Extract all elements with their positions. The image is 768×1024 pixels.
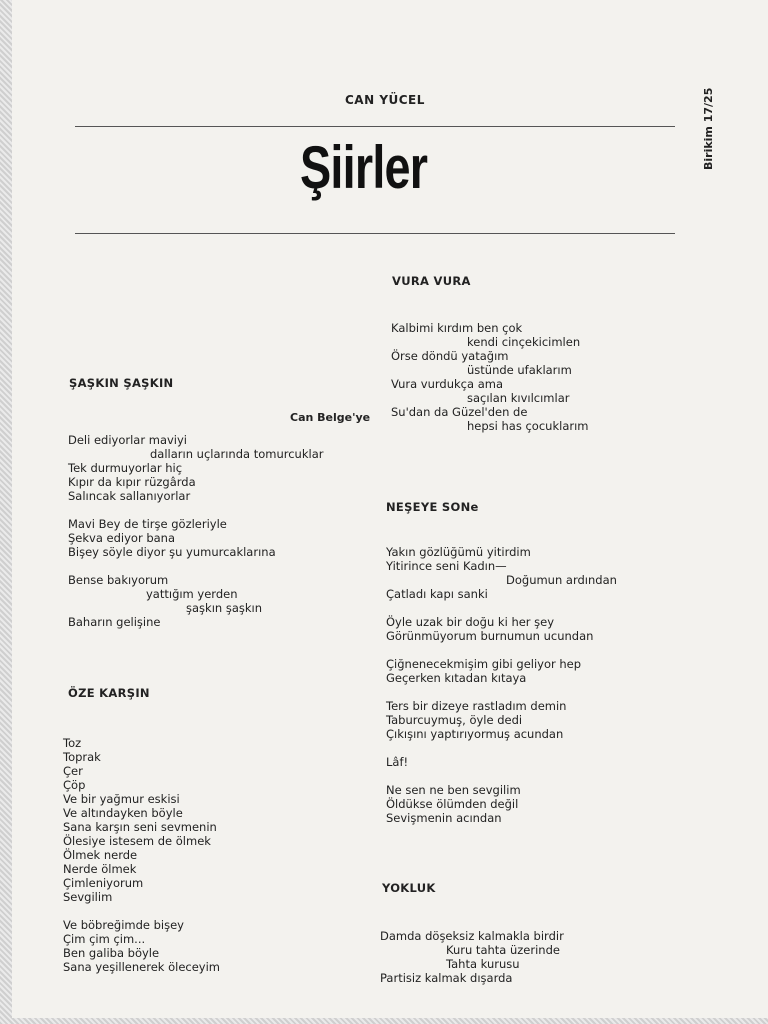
poem-line: Kalbimi kırdım ben çok (391, 321, 523, 335)
poem-title-yokluk: YOKLUK (382, 881, 436, 895)
author-name: CAN YÜCEL (345, 93, 425, 107)
poem-line: Bense bakıyorum (68, 573, 169, 587)
poem-line: Bişey söyle diyor şu yumurcaklarına (68, 545, 276, 559)
poem-line: hepsi has çocuklarım (467, 419, 589, 433)
rule-bottom (75, 233, 675, 234)
poem-line: Çatladı kapı sanki (386, 587, 488, 601)
poem-line: Çöp (63, 778, 86, 792)
poem-line: Şekva ediyor bana (68, 531, 176, 545)
poem-line: Sana karşın seni sevmenin (63, 820, 217, 834)
poem-line: Lâf! (386, 755, 409, 769)
poem-line: Toz (63, 736, 82, 750)
poem-line: Ben galiba böyle (63, 946, 160, 960)
poem-line: saçılan kıvılcımlar (467, 391, 570, 405)
poem-dedication: Can Belge'ye (290, 411, 371, 424)
poem-line: yattığım yerden (146, 587, 238, 601)
poem-line: Ölmek nerde (63, 848, 138, 862)
poem-body-yokluk (380, 929, 564, 985)
poem-line: Nerde ölmek (63, 862, 137, 876)
poem-line: Çiğnenecekmişim gibi geliyor hep (386, 657, 582, 671)
poem-body-vura (391, 321, 589, 433)
page-edge-bottom (0, 1018, 768, 1024)
poem-line: Kuru tahta üzerinde (446, 943, 560, 957)
poem-line: Tek durmuyorlar hiç (68, 461, 183, 475)
poem-line: Geçerken kıtadan kıtaya (386, 671, 527, 685)
page-edge-left (0, 0, 12, 1024)
poem-line: Vura vurdukça ama (391, 377, 503, 391)
page-title: Şiirler (300, 134, 428, 201)
poem-line: Ve bir yağmur eskisi (63, 792, 180, 806)
poem-line: Ve böbreğimde bişey (63, 918, 184, 932)
poem-line: Sevgilim (63, 890, 113, 904)
poem-line: Salıncak sallanıyorlar (68, 489, 191, 503)
poem-line: Çimleniyorum (63, 876, 144, 890)
poem-line: Sevişmenin acından (386, 811, 502, 825)
poem-line: Ve altındayken böyle (63, 806, 183, 820)
poem-line: Kıpır da kıpır rüzgârda (68, 475, 196, 489)
poem-line: Baharın gelişine (68, 615, 161, 629)
poem-line: Çıkışını yaptırıyormuş acundan (386, 727, 564, 741)
poem-line: Öyle uzak bir doğu ki her şey (386, 615, 555, 629)
poem-line: Öldükse ölümden değil (386, 797, 519, 811)
poem-line: Yitirince seni Kadın— (386, 559, 507, 573)
poem-line: Deli ediyorlar maviyi (68, 433, 187, 447)
poem-line: Partisiz kalmak dışarda (380, 971, 513, 985)
poem-body-oze (63, 736, 220, 974)
side-issue-label: Birikim 17/25 (702, 87, 715, 170)
poem-line: Çim çim çim... (63, 932, 146, 946)
poem-line: Tahta kurusu (446, 957, 520, 971)
poem-title-vura: VURA VURA (392, 274, 471, 288)
poem-body-saskin (68, 433, 323, 629)
poem-line: Ne sen ne ben sevgilim (386, 783, 521, 797)
poem-line: Taburcuymuş, öyle dedi (386, 713, 523, 727)
poem-line: kendi cinçekicimlen (467, 335, 581, 349)
poem-line: Su'dan da Güzel'den de (391, 405, 528, 419)
poem-line: dalların uçlarında tomurcuklar (150, 447, 324, 461)
poem-line: Sana yeşillenerek öleceyim (63, 960, 221, 974)
rule-top (75, 126, 675, 127)
poem-line: Toprak (63, 750, 101, 764)
poem-title-neseye: NEŞEYE SONe (386, 500, 479, 514)
poem-line: şaşkın şaşkın (186, 601, 263, 615)
poem-body-neseye (386, 545, 617, 825)
poem-line: Mavi Bey de tirşe gözleriyle (68, 517, 227, 531)
poem-line: Yakın gözlüğümü yitirdim (386, 545, 531, 559)
poem-title-oze: ÖZE KARŞIN (68, 686, 150, 700)
poem-line: Doğumun ardından (506, 573, 617, 587)
poem-line: Çer (63, 764, 83, 778)
poem-title-saskin: ŞAŞKIN ŞAŞKIN (69, 376, 174, 390)
poem-line: Görünmüyorum burnumun ucundan (386, 629, 594, 643)
poem-line: Ters bir dizeye rastladım demin (386, 699, 567, 713)
poem-line: üstünde ufaklarım (467, 363, 572, 377)
poem-line: Damda döşeksiz kalmakla birdir (380, 929, 564, 943)
poem-line: Örse döndü yatağım (391, 349, 509, 363)
poem-line: Ölesiye istesem de ölmek (63, 834, 211, 848)
